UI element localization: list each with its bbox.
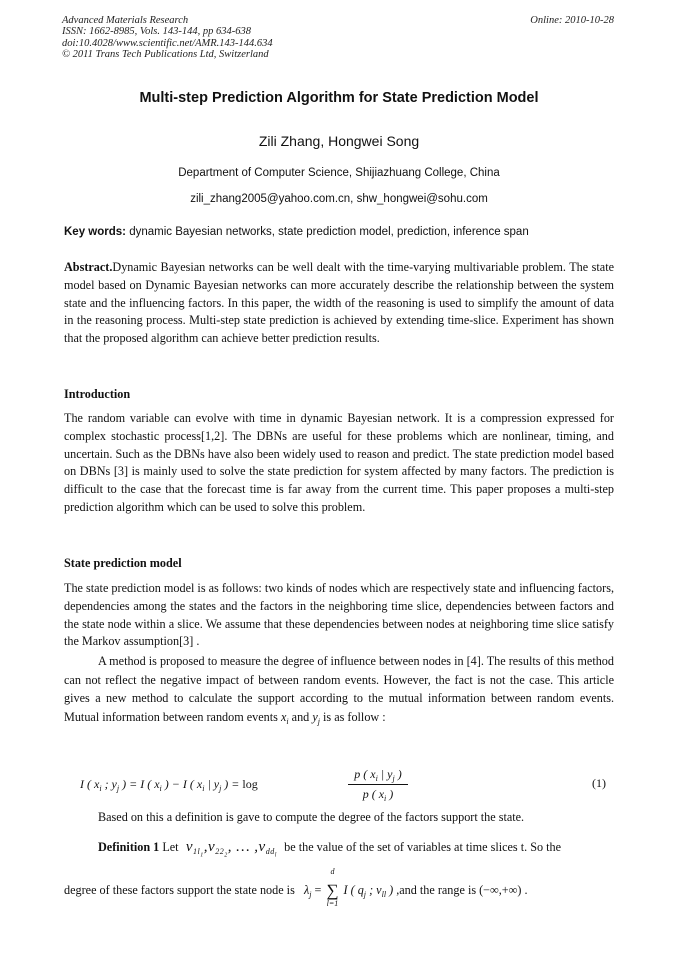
state-model-paragraph-3: Based on this a definition is gave to compute the degree of the factors support the state. [98,810,525,824]
paper-affiliation: Department of Computer Science, Shijiazhuang College, China [178,167,500,179]
keywords-label: Key words: [64,226,126,238]
journal-header [62,15,273,60]
abstract [64,259,614,348]
var-xi: $x_i$ [280,709,289,726]
state-model-paragraph-2 [64,652,614,731]
support-definition [64,867,528,908]
abstract-label: Abstract. [64,260,113,274]
abstract-text: Dynamic Bayesian networks can be well dealt with the time-varying multivariable problem. The state model based on Dynamic Bayesian networks can more accurately describe the relationship between the system state and the influencing factors. In this paper, the width of the reasoning is used to simplify the amount of data in the reasoning process. Multi-step state prediction is achieved by extending time-slice. Experiment has shown that the proposed algorithm can achieve better prediction results. [64,260,614,346]
keywords [64,226,624,238]
definition-rest: be the value of the set of variables at time slices t. So the [284,840,562,854]
equation-lhs: I ( $x_i$ ; $y_j$ ) = I ( $x_i$ ) − I ( $x_i$ | $y_j$ ) = log [80,777,258,793]
support-range: (−∞,+∞) [479,882,522,897]
support-end: . [524,882,528,897]
state-model-heading: State prediction model [64,556,182,570]
definition-let: Let [162,840,179,854]
variable-set: $v_{1l_1},v_{22_2}$, … $,v_{dd_l}$ [181,839,277,859]
journal-copyright: © 2011 Trans Tech Publications Ltd, Switzerland [62,48,269,60]
equation-1 [80,767,612,807]
p2-as: is as follow : [323,709,386,724]
paper-title: Multi-step Prediction Algorithm for State Prediction Model [139,90,539,106]
equation-number: (1) [592,776,606,790]
p2-and: and [291,709,310,724]
keywords-text: dynamic Bayesian networks, state prediction model, prediction, inference span [129,226,529,238]
introduction-text: The random variable can evolve with time in dynamic Bayesian network. It is a compression expressed for complex stochastic process[1,2]. The DBNs are useful for these problems which are nonlinear, timing, and uncertain. Such as the DBNs have also been widely used to reason and predict. The state prediction model based on DBNs [3] is mainly used to solve the state prediction for system affected by many factors. The prediction is difficult to the case that the forecast time is far away from the current time. This paper proposes a multi-step prediction algorithm which can be used to solve this problem. [64,411,614,514]
support-text: degree of these factors support the state node is [64,882,295,897]
introduction-heading: Introduction [64,387,131,401]
definition-1 [98,839,561,859]
journal-doi: doi:10.4028/www.scientific.net/AMR.143-144.634 [62,37,273,49]
equation-fraction: p ( $x_i$ | $y_j$ ) p ( $x_i$ ) [348,767,408,802]
support-and: ,and the range is [396,882,477,897]
state-model-paragraph-1: The state prediction model is as follows: two kinds of nodes which are respectively state and influencing factors, dependencies among the states and the factors in the neighboring time slice, dependencies between factors and the state node within a slice. We assume that these dependencies between nodes at neighboring time slice satisfy the Markov assumption[3] . [64,581,614,649]
journal-issn: ISSN: 1662-8985, Vols. 143-144, pp 634-638 [62,26,251,38]
paper-authors: Zili Zhang, Hongwei Song [258,133,420,149]
journal-name: Advanced Materials Research [62,15,189,26]
support-formula: $\lambda_j$ = d ∑ l=1 I ( $q_j$ ; $v_{ll}$ ) [297,867,394,908]
var-yj: $y_j$ [312,709,320,726]
paper-emails: zili_zhang2005@yahoo.com.cn, shw_hongwei@sohu.com [190,193,488,205]
p2-text: A method is proposed to measure the degree of influence between nodes in [4]. The results of this method can not reflect the negative impact of between random events. However, the fact is not the case. This article gives a new method to calculate the support according to the mutual information between random events. Mutual information between random events [64,654,614,724]
online-date: Online: 2010-10-28 [530,15,614,26]
definition-label: Definition 1 [98,840,160,854]
